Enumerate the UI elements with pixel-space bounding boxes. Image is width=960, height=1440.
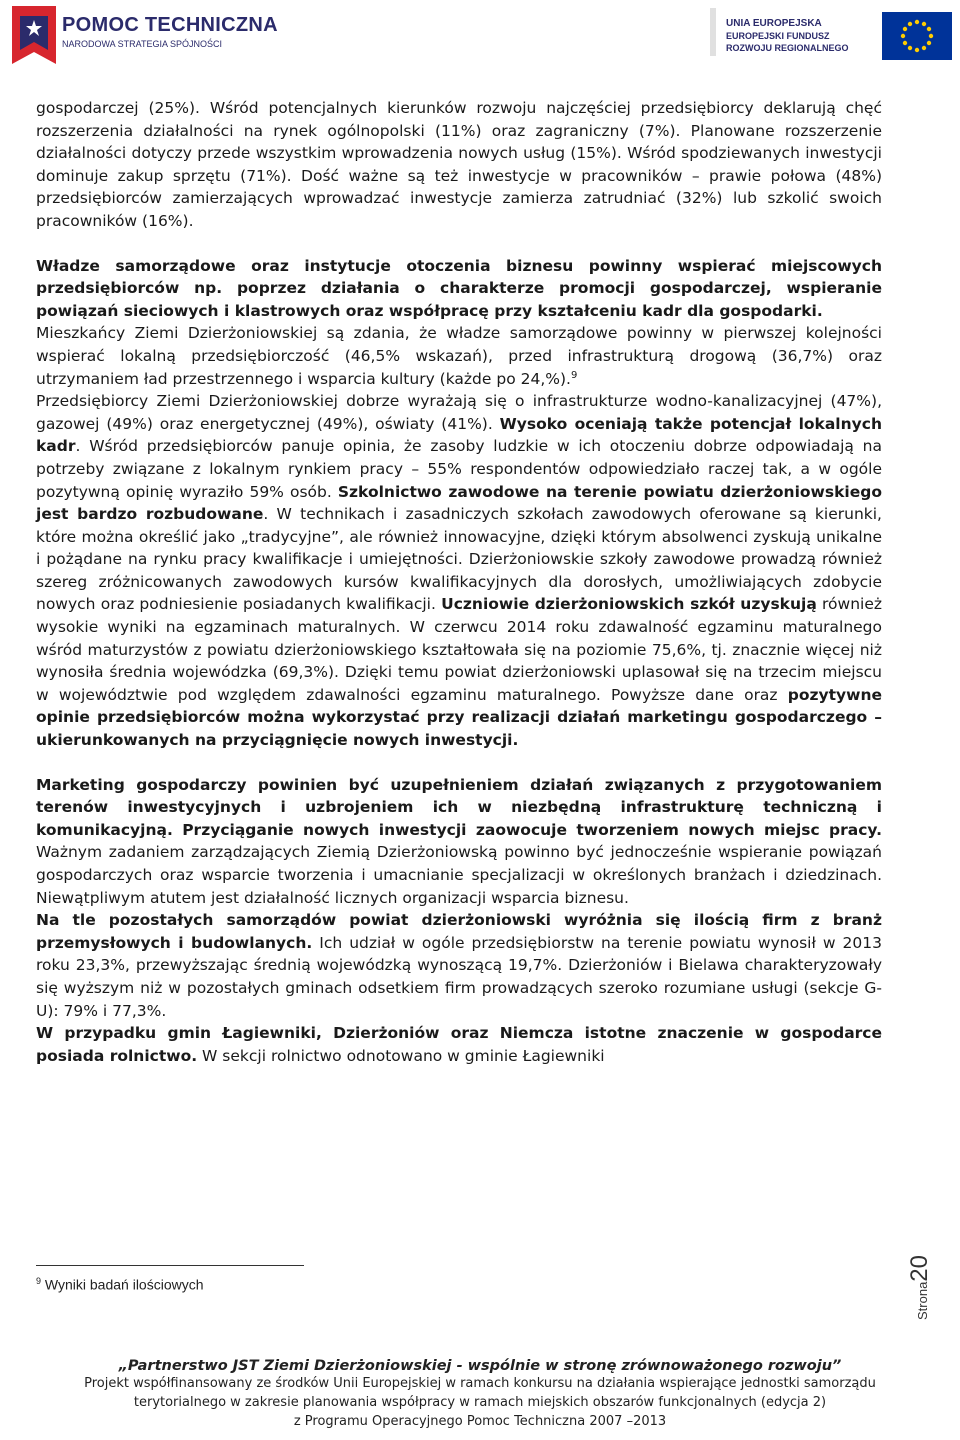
paragraph-1 (36, 97, 882, 233)
left-logo-subtitle: NARODOWA STRATEGIA SPÓJNOŚCI (62, 39, 223, 49)
page-number-label: Strona (915, 1281, 930, 1320)
footnote-ref[interactable]: 9 (570, 369, 578, 381)
paragraph-2-bold-g: Uczniowie dzierżoniowskich szkół uzyskują (441, 595, 817, 614)
page-footer (0, 1358, 960, 1431)
paragraph-2-text-h: również wysokie wyniki na egzaminach maturalnych. W czerwcu 2014 roku zdawalność egzaminu maturalnego wśród maturzystów z powiatu dzierżoniowskiego kształtowała się na poziomie 75,6%, tj. znacznie więcej niż wynosiła średnia wojewódzka (69,3%). Dzięki temu powiat dzierżoniowski uplasował się na trzecim miejscu w województwie pod względem zdawalności egzaminu maturalnego. Powyższe dane oraz (36, 595, 882, 704)
footer-line-3: terytorialnego w zakresie planowania współpracy w ramach miejskich obszarów funkcjonalnych (edycja 2) (133, 1395, 827, 1410)
pomoc-techniczna-emblem-icon (12, 6, 56, 64)
paragraph-2 (36, 255, 882, 752)
eu-logo-line3: ROZWOJU REGIONALNEGO (726, 43, 849, 53)
paragraph-4-text: Ich udział w ogóle przedsiębiorstw na terenie powiatu wynosił w 2013 roku 23,3%, przewyższając średnią wojewódzką wynoszącą 19,7%. Dzierżoniów i Bielawa charakteryzowały się wyższym niż w pozostałych gminach odsetkiem firm prowadzących szeroko rozumiane usługi (sekcje G-U): 79% i 77,3%. (36, 933, 882, 1020)
logo-divider (710, 8, 716, 56)
paragraph-4 (36, 909, 882, 1022)
document-body (36, 97, 882, 1067)
paragraph-3-text: Ważnym zadaniem zarządzających Ziemią Dzierżoniowską powinno być jednocześnie wspieranie powiązań gospodarczych oraz wsparcie tworzenia i umacnianie specjalizacji w określonych branżach i dziedzinach. Niewątpliwym atutem jest działalność licznych organizacji wsparcia biznesu. (36, 843, 882, 907)
paragraph-4-bold: Na tle pozostałych samorządów powiat dzierżoniowski wyróżnia się ilością firm z branż przemysłowych i budowlanych. (36, 911, 882, 952)
paragraph-2-bold-i: pozytywne opinie przedsiębiorców można wykorzystać przy realizacji działań marketingu gospodarczego – ukierunkowanych na przyciągnięcie nowych inwestycji. (36, 685, 882, 750)
paragraph-1-text: gospodarczej (25%). Wśród potencjalnych kierunków rozwoju najczęściej przedsiębiorcy deklarują chęć rozszerzenia działalności na rynek ogólnopolski (11%) oraz zagraniczny (7%). Planowane rozszerzenie działalności dotyczy przede wszystkim wprowadzenia nowych usług (15%). Wśród spodziewanych inwestycji dominuje zakup sprzętu (71%). Dość ważne są też inwestycje w pracowników – prawie połowa (48%) przedsiębiorców zamierzających wprowadzać inwestycje zamierza zatrudniać (32%) lub szkolić swoich pracowników (16%). (36, 99, 882, 230)
paragraph-3 (36, 774, 882, 910)
page-number-value: 20 (906, 1254, 933, 1282)
eu-flag-icon (882, 12, 952, 60)
left-logo-title: POMOC TECHNICZNA (62, 14, 278, 36)
paragraph-2-bold-e: Szkolnictwo zawodowe na terenie powiatu dzierżoniowskiego jest bardzo rozbudowane (36, 482, 882, 524)
paragraph-2-text-b: Przedsiębiorcy Ziemi Dzierżoniowskiej dobrze wyrażają się o infrastrukturze wodno-kanalizacyjnej (47%), gazowej (49%) oraz energetycznej (49%), oświaty (41%). (36, 392, 882, 433)
footnote (36, 1276, 204, 1293)
paragraph-2-bold-lead: Władze samorządowe oraz instytucje otoczenia biznesu powinny wspierać miejscowych przedsiębiorców np. poprzez działania o charakterze promocji gospodarczej, wspieranie powiązań sieciowych i klastrowych oraz współpracę przy kształceniu kadr dla gospodarki. (36, 256, 882, 320)
footer-project-title: „Partnerstwo JST Ziemi Dzierżoniowskiej - wspólnie w stronę zrównoważonego rozwoju” (118, 1358, 842, 1374)
paragraph-3-bold: Marketing gospodarczy powinien być uzupełnieniem działań związanych z przygotowaniem terenów inwestycyjnych i uzbrojeniem ich w niezbędną infrastrukturę techniczną i komunikacyjną. Przyciąganie nowych inwestycji zaowocuje tworzeniem nowych miejsc pracy. (36, 775, 882, 839)
page-number (906, 1230, 956, 1320)
paragraph-2-text-d: . Wśród przedsiębiorców panuje opinia, że zasoby ludzkie w ich otoczeniu dobrze odpowiadają na potrzeby związane z lokalnym rynkiem pracy – 55% respondentów odpowiedziało raczej tak, a w ogóle pozytywną opinię wyraziło 59% osób. (36, 437, 882, 501)
eu-logo-line2: EUROPEJSKI FUNDUSZ (726, 31, 830, 41)
pomoc-techniczna-logo (0, 0, 278, 72)
eu-logo-text (710, 0, 880, 72)
paragraph-2-text-a: Mieszkańcy Ziemi Dzierżoniowskiej są zdania, że władze samorządowe powinny w pierwszej kolejności wspierać lokalną przedsiębiorczość (46,5% wskazań), przed infrastrukturą drogową (36,7%) oraz utrzymaniem ład przestrzennego i wsparcia kultury (każde po 24,%). (36, 324, 882, 388)
paragraph-5-text: W sekcji rolnictwo odnotowano w gminie Łagiewniki (197, 1046, 605, 1065)
footnote-divider (36, 1265, 304, 1266)
paragraph-2-bold-c: Wysoko oceniają także potencjał lokalnych kadr (36, 414, 882, 456)
footnote-number: 9 (36, 1276, 42, 1286)
paragraph-5 (36, 1022, 882, 1067)
eu-logo-line1: UNIA EUROPEJSKA (726, 18, 822, 29)
paragraph-2-text-f: . W technikach i zasadniczych szkołach zawodowych oferowane są kierunki, które można określić jako „tradycyjne”, ale również innowacyjne, dzięki którym absolwenci zyskują unikalne i pożądane na rynku pracy kwalifikacje i umiejętności. Dzierżoniowskie szkoły zawodowe prowadzą również szereg zróżnicowanych zawodowych kursów kwalifikacyjnych dla dorosłych, umożliwiających zdobycie nowych oraz podniesienie posiadanych kwalifikacji. (36, 505, 882, 614)
footer-line-2: Projekt współfinansowany ze środków Unii Europejskiej w ramach konkursu na działania wspierające jednostki samorządu (84, 1376, 876, 1391)
paragraph-5-bold: W przypadku gmin Łagiewniki, Dzierżoniów oraz Niemcza istotne znaczenie w gospodarce posiada rolnictwo. (36, 1024, 882, 1065)
footnote-text: Wyniki badań ilościowych (44, 1276, 204, 1293)
footer-line-4: z Programu Operacyjnego Pomoc Techniczna 2007 –2013 (293, 1414, 667, 1429)
